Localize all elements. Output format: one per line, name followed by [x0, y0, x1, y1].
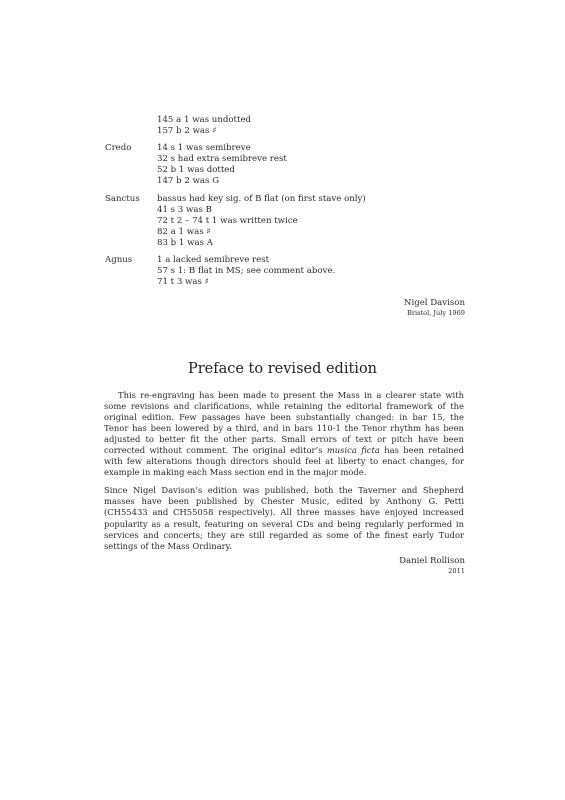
correction-item: 1 a lacked semibreve rest	[157, 255, 270, 266]
corrections-section-sanctus	[105, 194, 465, 249]
preface-body	[104, 390, 464, 559]
correction-item: 157 b 2 was ♯	[157, 126, 217, 137]
preface-paragraph-1	[104, 390, 464, 478]
section-heading: Preface to revised edition	[187, 361, 378, 377]
correction-item: 57 s 1: B flat in MS; see comment above.	[157, 266, 336, 277]
correction-item: 52 b 1 was dotted	[157, 165, 235, 176]
corrections-section-continued	[105, 115, 465, 137]
signature-block-1	[404, 298, 465, 318]
correction-item: 14 s 1 was semibreve	[157, 143, 251, 154]
correction-item: 145 a 1 was undotted	[157, 115, 252, 125]
preface-paragraph-2: Since Nigel Davison’s edition was published, both the Taverner and Shepherd masses have been published by Chester Music, edited by Anthony G. Petti (CH55433 and CH55058 respectively). All three masses have enjoyed increased popularity as a result, featuring on several CDs and being regularly performed in services and concerts; they are still regarded as some of the finest early Tudor settings of the Mass Ordinary.	[104, 485, 464, 551]
correction-item: 147 b 2 was G	[157, 176, 220, 187]
correction-item: 83 b 1 was A	[157, 237, 213, 248]
correction-item: 82 a 1 was ♯	[157, 226, 211, 237]
corrections-list	[105, 115, 465, 294]
corrections-section-credo	[105, 143, 465, 187]
section-label: Sanctus	[105, 193, 140, 204]
section-label: Agnus	[105, 255, 133, 266]
correction-item: 72 t 2 – 74 t 1 was written twice	[157, 215, 298, 226]
correction-item: 71 t 3 was ♯	[157, 277, 209, 288]
signature-name: Nigel Davison	[403, 298, 465, 308]
paragraph-italic-term: musica ficta	[326, 445, 380, 456]
signature-date: Bristol, July 1969	[406, 309, 465, 317]
correction-item: bassus had key sig. of B flat (on first stave only)	[157, 193, 366, 204]
section-label: Credo	[105, 143, 132, 154]
corrections-section-agnus	[105, 255, 465, 288]
paragraph-text: This re-engraving has been made to present the Mass in a clearer state with some revisions and clarifications, while retaining the editorial framework of the original edition. Few passages have been substantially changed: in bar 15, the Tenor has been lowered by a third, and in bars 110-1 the Tenor rhythm has been adjusted to better fit the other parts. Small errors of text or pitch have been corrected without comment. The original editor’s	[104, 390, 464, 456]
correction-item: 32 s had extra semibreve rest	[157, 154, 287, 165]
paragraph-text: has been retained with few alterations though directors should feel at liberty to enact changes, for example in making each Mass section end in the major mode.	[104, 445, 464, 478]
correction-item: 41 s 3 was B	[157, 204, 212, 215]
signature-date: 2011	[448, 567, 465, 575]
signature-name: Daniel Rollison	[399, 556, 465, 566]
signature-block-2	[399, 556, 465, 576]
